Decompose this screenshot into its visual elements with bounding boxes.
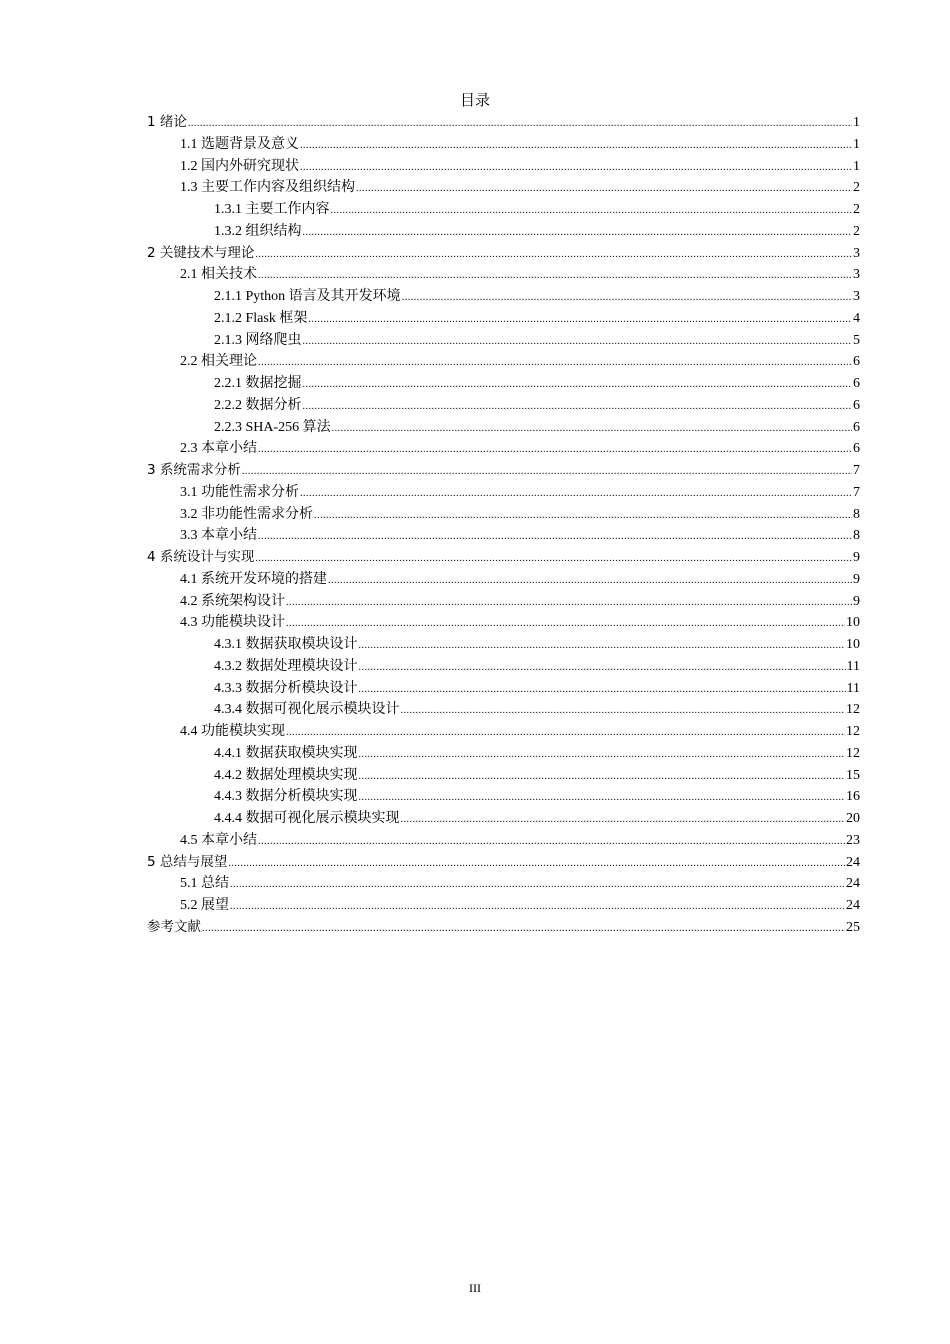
dot-leader xyxy=(303,222,853,244)
dot-leader xyxy=(230,896,845,918)
toc-entry-label: 4.3.1 数据获取模块设计 xyxy=(214,637,358,652)
toc-entry[interactable] xyxy=(147,330,860,352)
toc-entry-page: 5 xyxy=(853,332,860,348)
toc-entry-label: 2.1.2 Flask 框架 xyxy=(214,310,308,326)
toc-entry-label: 1.3 主要工作内容及组织结构 xyxy=(180,180,355,196)
toc-entry-label: 2.1 相关技术 xyxy=(180,267,257,283)
dot-leader xyxy=(401,700,846,722)
table-of-contents xyxy=(147,112,860,939)
toc-entry-label: 3 系统需求分析 xyxy=(147,462,241,478)
dot-leader xyxy=(258,831,845,853)
toc-entry-label: 4.3 功能模块设计 xyxy=(180,615,285,631)
toc-entry-label: 5.1 总结 xyxy=(180,876,229,892)
toc-entry[interactable] xyxy=(147,699,860,721)
toc-entry-label: 4.4 功能模块实现 xyxy=(180,724,285,739)
dot-leader xyxy=(314,505,852,527)
toc-entry[interactable] xyxy=(147,547,860,569)
toc-entry[interactable] xyxy=(147,786,860,808)
toc-entry[interactable] xyxy=(147,765,860,787)
toc-entry[interactable] xyxy=(147,112,860,134)
toc-entry-page: 11 xyxy=(846,658,860,674)
toc-entry-page: 3 xyxy=(853,289,860,304)
dot-leader xyxy=(331,200,853,222)
toc-entry[interactable] xyxy=(147,830,860,852)
toc-entry-label: 4.5 本章小结 xyxy=(180,832,257,848)
toc-entry[interactable] xyxy=(147,569,860,591)
toc-entry-page: 12 xyxy=(846,702,860,718)
toc-entry-label: 4.3.3 数据分析模块设计 xyxy=(214,680,358,696)
toc-entry-label: 1.3.2 组织结构 xyxy=(214,223,302,239)
toc-entry-page: 9 xyxy=(853,550,860,565)
dot-leader xyxy=(258,352,852,374)
toc-entry-label: 4.4.1 数据获取模块实现 xyxy=(214,745,358,761)
toc-entry-label: 2.3 本章小结 xyxy=(180,441,257,457)
toc-entry-page: 24 xyxy=(846,898,860,913)
toc-entry-page: 16 xyxy=(846,789,860,805)
toc-entry-label: 2.1.1 Python 语言及其开发环境 xyxy=(214,289,401,304)
dot-leader xyxy=(255,244,852,266)
toc-entry[interactable] xyxy=(147,438,860,460)
toc-entry-page: 12 xyxy=(846,745,860,761)
dot-leader xyxy=(286,592,852,614)
dot-leader xyxy=(230,874,845,896)
dot-leader xyxy=(255,548,852,570)
dot-leader xyxy=(359,657,846,679)
toc-entry-label: 1 绪论 xyxy=(147,114,187,130)
toc-entry-page: 1 xyxy=(853,158,860,174)
toc-entry[interactable] xyxy=(147,351,860,373)
toc-entry-page: 3 xyxy=(853,245,860,261)
dot-leader xyxy=(303,331,853,353)
toc-entry-page: 7 xyxy=(853,484,860,500)
toc-entry-label: 3.2 非功能性需求分析 xyxy=(180,506,313,522)
toc-entry-label: 5.2 展望 xyxy=(180,898,229,913)
toc-entry-page: 1 xyxy=(853,136,860,152)
toc-entry[interactable] xyxy=(147,177,860,199)
dot-leader xyxy=(242,461,852,483)
dot-leader xyxy=(359,787,846,809)
toc-entry-page: 1 xyxy=(853,115,860,130)
toc-entry-page: 6 xyxy=(853,441,860,457)
toc-entry-page: 2 xyxy=(853,180,860,196)
dot-leader xyxy=(359,766,846,788)
toc-entry[interactable] xyxy=(147,808,860,830)
toc-entry-label: 2.1.3 网络爬虫 xyxy=(214,332,302,348)
dot-leader xyxy=(308,309,852,331)
toc-entry[interactable] xyxy=(147,721,860,743)
toc-entry[interactable] xyxy=(147,743,860,765)
toc-entry-label: 4.4.2 数据处理模块实现 xyxy=(214,767,358,783)
toc-entry-label: 4.4.3 数据分析模块实现 xyxy=(214,789,358,805)
toc-entry-page: 9 xyxy=(853,571,860,587)
dot-leader xyxy=(202,918,845,940)
toc-entry-page: 2 xyxy=(853,202,860,217)
toc-entry-page: 15 xyxy=(846,767,860,783)
toc-entry-page: 8 xyxy=(853,528,860,544)
toc-entry-page: 24 xyxy=(846,876,860,892)
toc-entry-label: 4.2 系统架构设计 xyxy=(180,593,285,609)
toc-entry-label: 2.2.1 数据挖掘 xyxy=(214,376,302,391)
toc-entry-label: 4.3.4 数据可视化展示模块设计 xyxy=(214,702,400,718)
toc-entry-label: 4.1 系统开发环境的搭建 xyxy=(180,571,327,587)
toc-entry[interactable] xyxy=(147,243,860,265)
toc-entry-page: 11 xyxy=(846,680,860,696)
toc-entry-page: 8 xyxy=(853,506,860,522)
toc-entry-page: 24 xyxy=(846,854,860,870)
toc-entry[interactable] xyxy=(147,373,860,395)
toc-entry[interactable] xyxy=(147,917,860,939)
dot-leader xyxy=(286,613,845,635)
toc-entry-label: 参考文献 xyxy=(147,918,201,935)
toc-entry-page: 10 xyxy=(846,637,860,652)
toc-entry-page: 10 xyxy=(846,615,860,631)
toc-entry[interactable] xyxy=(147,612,860,634)
toc-entry-page: 6 xyxy=(853,397,860,413)
toc-entry[interactable] xyxy=(147,460,860,482)
toc-entry-label: 2.2.3 SHA-256 算法 xyxy=(214,419,331,435)
dot-leader xyxy=(258,265,852,287)
dot-leader xyxy=(286,722,845,744)
toc-entry-label: 2.2 相关理论 xyxy=(180,354,257,370)
toc-entry-label: 4.3.2 数据处理模块设计 xyxy=(214,658,358,674)
toc-entry-page: 4 xyxy=(853,310,860,326)
dot-leader xyxy=(359,744,846,766)
dot-leader xyxy=(300,157,852,179)
toc-entry[interactable] xyxy=(147,482,860,504)
toc-entry-page: 6 xyxy=(853,354,860,370)
toc-entry-label: 3.3 本章小结 xyxy=(180,528,257,544)
toc-entry-label: 3.1 功能性需求分析 xyxy=(180,484,299,500)
toc-entry-page: 23 xyxy=(846,832,860,848)
dot-leader xyxy=(258,439,852,461)
toc-entry-page: 7 xyxy=(853,463,860,478)
toc-entry[interactable] xyxy=(147,308,860,330)
toc-entry[interactable] xyxy=(147,895,860,917)
toc-entry[interactable] xyxy=(147,634,860,656)
toc-entry-page: 6 xyxy=(853,419,860,435)
toc-entry-label: 2 关键技术与理论 xyxy=(147,244,255,261)
toc-entry-page: 9 xyxy=(853,593,860,609)
dot-leader xyxy=(356,178,852,200)
toc-entry-page: 6 xyxy=(853,376,860,391)
toc-entry[interactable] xyxy=(147,591,860,613)
toc-entry[interactable] xyxy=(147,873,860,895)
dot-leader xyxy=(228,853,845,875)
dot-leader xyxy=(303,396,853,418)
dot-leader xyxy=(332,418,852,440)
toc-entry-label: 5 总结与展望 xyxy=(147,853,228,870)
toc-entry[interactable] xyxy=(147,395,860,417)
toc-entry-page: 3 xyxy=(853,267,860,283)
toc-entry[interactable] xyxy=(147,221,860,243)
dot-leader xyxy=(258,526,852,548)
page-number: III xyxy=(469,1281,481,1295)
toc-entry[interactable] xyxy=(147,852,860,874)
toc-entry-label: 2.2.2 数据分析 xyxy=(214,397,302,413)
dot-leader xyxy=(402,287,852,309)
toc-entry[interactable] xyxy=(147,504,860,526)
toc-entry[interactable] xyxy=(147,417,860,439)
dot-leader xyxy=(300,483,852,505)
toc-entry-label: 4 系统设计与实现 xyxy=(147,549,255,565)
toc-entry[interactable] xyxy=(147,525,860,547)
toc-entry-page: 20 xyxy=(846,811,860,826)
toc-entry[interactable] xyxy=(147,286,860,308)
toc-entry[interactable] xyxy=(147,134,860,156)
toc-entry-label: 1.3.1 主要工作内容 xyxy=(214,202,330,217)
toc-entry[interactable] xyxy=(147,678,860,700)
toc-entry[interactable] xyxy=(147,264,860,286)
dot-leader xyxy=(188,113,852,135)
toc-entry[interactable] xyxy=(147,156,860,178)
toc-entry-page: 12 xyxy=(846,724,860,739)
dot-leader xyxy=(303,374,853,396)
dot-leader xyxy=(359,635,846,657)
dot-leader xyxy=(401,809,846,831)
toc-entry[interactable] xyxy=(147,656,860,678)
toc-entry-page: 2 xyxy=(853,223,860,239)
dot-leader xyxy=(359,679,846,701)
toc-entry-label: 1.1 选题背景及意义 xyxy=(180,136,299,152)
toc-entry-label: 4.4.4 数据可视化展示模块实现 xyxy=(214,811,400,826)
toc-entry-page: 25 xyxy=(846,919,860,935)
toc-entry-label: 1.2 国内外研究现状 xyxy=(180,158,299,174)
toc-title: 目录 xyxy=(459,93,490,109)
toc-entry[interactable] xyxy=(147,199,860,221)
dot-leader xyxy=(300,135,852,157)
dot-leader xyxy=(328,570,852,592)
